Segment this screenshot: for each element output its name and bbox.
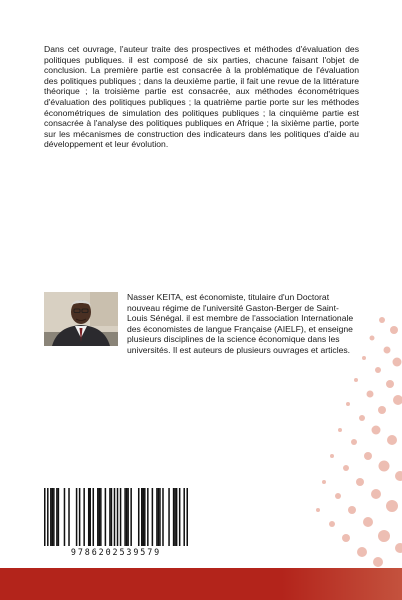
barcode-bar [44, 488, 46, 546]
isbn-number: 9786202539579 [70, 547, 162, 557]
author-photo [44, 292, 118, 346]
barcode-bar [114, 488, 116, 546]
bottom-band-fade [282, 568, 402, 600]
barcode-bar [159, 488, 161, 546]
barcode-bar [109, 488, 111, 546]
barcode-bar [144, 488, 146, 546]
barcode-bar [117, 488, 119, 546]
barcode-bar [88, 488, 90, 546]
barcode-bar [127, 488, 129, 546]
barcode-bar [152, 488, 154, 546]
barcode-bar [105, 488, 107, 546]
barcode-bar [47, 488, 49, 546]
barcode-bar [124, 488, 126, 546]
barcode-bar [141, 488, 143, 546]
isbn-barcode [40, 488, 192, 546]
barcode-bar [89, 488, 91, 546]
barcode-bar [58, 488, 60, 546]
author-biography: Nasser KEITA, est économiste, titulaire d'un Doctorat nouveau régime de l'université Gaston-Berger de Saint-Louis Sénégal. il est membre de l'association Internationale des économistes de langue Française (AIELF), et enseigne plusieurs disciplines de la science économique dans les universités. Il est auteurs de plusieurs ouvrages et articles. [127, 292, 354, 355]
barcode-bar [176, 488, 178, 546]
barcode-bar [173, 488, 175, 546]
barcode-bar [79, 488, 81, 546]
barcode-bar [97, 488, 99, 546]
barcode-bar [126, 488, 128, 546]
barcode-bar [76, 488, 78, 546]
barcode-bar [83, 488, 85, 546]
barcode-bar [93, 488, 95, 546]
barcode-bar [162, 488, 164, 546]
barcode-bar [100, 488, 102, 546]
barcode-bar [138, 488, 140, 546]
barcode-bar [53, 488, 55, 546]
barcode-bar [156, 488, 158, 546]
barcode-bar [183, 488, 185, 546]
barcode-bar [68, 488, 70, 546]
barcode-bar [130, 488, 132, 546]
barcode-bar [120, 488, 122, 546]
barcode-bar [168, 488, 170, 546]
barcode-bar [147, 488, 149, 546]
barcode-bar [50, 488, 52, 546]
barcode-bar [56, 488, 58, 546]
barcode-bar [99, 488, 101, 546]
book-summary: Dans cet ouvrage, l'auteur traite des prospectives et méthodes d'évaluation des politiques publiques. il est composé de six parties, chacune faisant l'objet de conclusion. La première partie est consacrée à la problématique de l'évaluation des politiques publiques ; dans la deuxième partie, il fait une revue de la littérature théorique ; la troisième partie est consacrée, aux méthodes économétriques d'évaluation des politiques publiques ; la quatrième partie porte sur les méthodes économétriques de simulation des politiques publiques ; la cinquième partie est consacrée à l'analyse des politiques publiques en Afrique ; la sixième partie, porte sur les mécanismes de construction des indicateurs dans les politiques d'aide au développement et leur évolution. [44, 44, 359, 150]
barcode-bars [40, 488, 192, 546]
barcode-bar [111, 488, 113, 546]
barcode-bar [143, 488, 145, 546]
barcode-bar [174, 488, 176, 546]
barcode-bar [179, 488, 181, 546]
barcode-bar [52, 488, 54, 546]
barcode-bar [64, 488, 66, 546]
barcode-bar [158, 488, 160, 546]
barcode-bar [186, 488, 188, 546]
